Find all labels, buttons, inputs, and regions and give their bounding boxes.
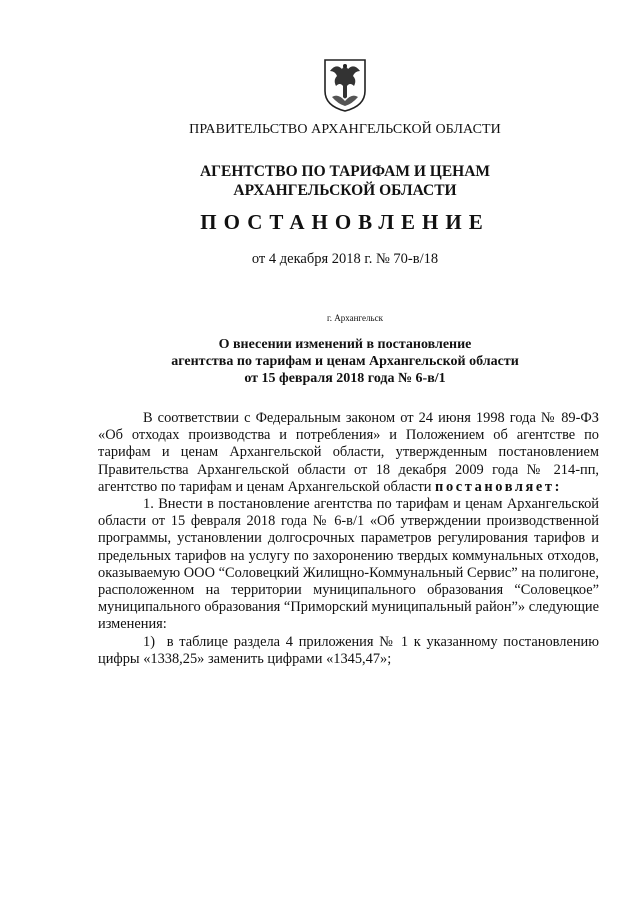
preamble-text: В соответствии с Федеральным законом от 24 июня 1998 года № 89-ФЗ «Об отходах производства и потребления» и Положением об агентстве по тарифам и ценам Архангельской области, утвержденным постановлением Правительства Архангельской области от 18 декабря 2009 года № 214-пп, агентство по тарифам и ценам Архангельской области bbox=[98, 410, 599, 495]
document-type: ПОСТАНОВЛЕНИЕ bbox=[200, 210, 490, 234]
date-and-number: от 4 декабря 2018 г. № 70-в/18 bbox=[251, 251, 439, 267]
subject-line-2: агентства по тарифам и ценам Архангельской области bbox=[171, 354, 519, 369]
agency-name-line-2: АРХАНГЕЛЬСКОЙ ОБЛАСТИ bbox=[233, 182, 457, 199]
agency-name bbox=[0, 162, 640, 200]
agency-name-line-1: АГЕНТСТВО ПО ТАРИФАМ И ЦЕНАМ bbox=[199, 163, 491, 180]
coat-of-arms-icon bbox=[322, 57, 368, 113]
subject-line-1: О внесении изменений в постановление bbox=[218, 337, 472, 352]
document-subject bbox=[0, 336, 640, 387]
city: г. Архангельск bbox=[327, 313, 383, 323]
preamble-paragraph bbox=[98, 410, 599, 496]
subject-line-3: от 15 февраля 2018 года № 6-в/1 bbox=[244, 371, 446, 386]
document-body bbox=[98, 410, 599, 668]
subitem-1-paragraph bbox=[98, 634, 599, 668]
government-name: ПРАВИТЕЛЬСТВО АРХАНГЕЛЬСКОЙ ОБЛАСТИ bbox=[189, 122, 501, 137]
resolves-word: постановляет: bbox=[435, 478, 562, 495]
item-1-paragraph: 1. Внести в постановление агентства по тарифам и ценам Архангельской области от 15 февраля 2018 года № 6-в/1 «Об утверждении производственной программы, установлении долгосрочных параметров регулирования тарифов и предельных тарифов на услугу по захоронению твердых коммунальных отходов, оказываемую ООО “Соловецкий Жилищно-Коммунальный Сервис” на полигоне, расположенном на территории муниципального образования “Соловецкое” муниципального образования “Приморский муниципальный район”» следующие изменения: bbox=[98, 496, 599, 633]
subitem-1-number: 1) bbox=[143, 633, 155, 650]
subitem-1-text: в таблице раздела 4 приложения № 1 к указанному постановлению цифры «1338,25» заменить цифрами «1345,47»; bbox=[98, 633, 599, 667]
